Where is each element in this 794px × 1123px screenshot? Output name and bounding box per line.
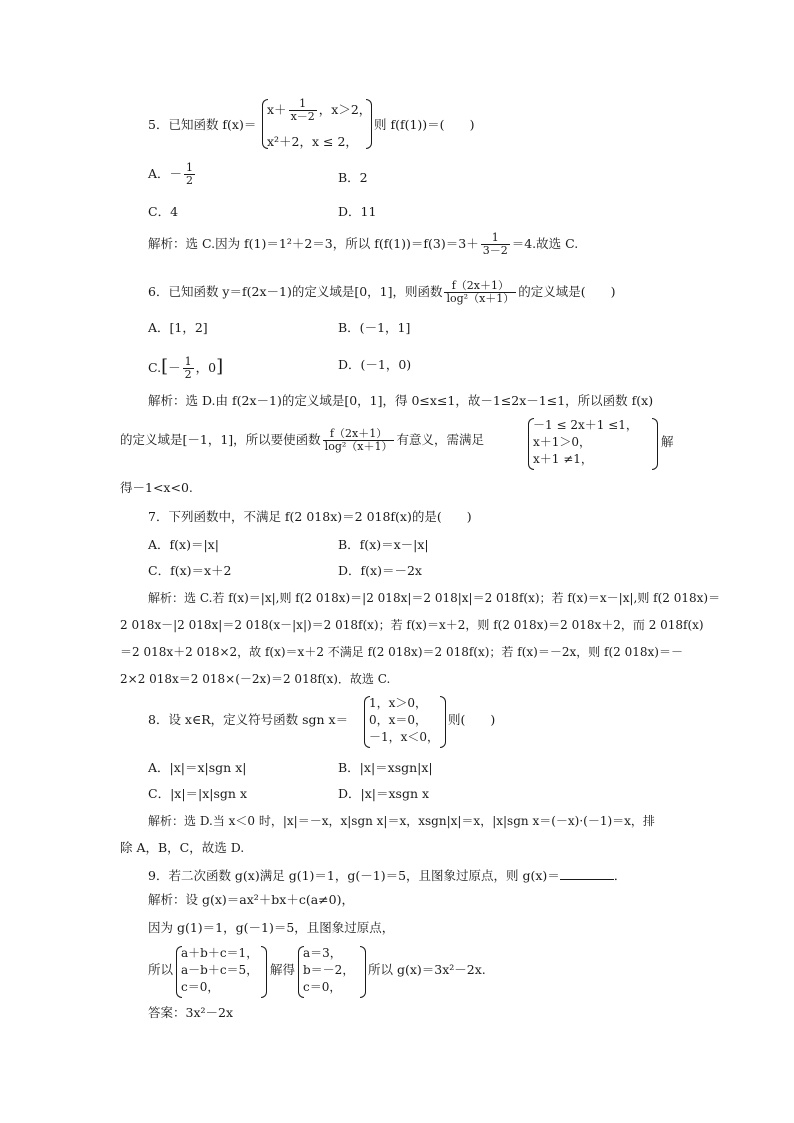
q8-stem-end: 则( ) (448, 712, 496, 727)
q8-case-1: 1，x＞0， (369, 696, 428, 710)
q8-case-2: 0，x＝0， (369, 713, 428, 727)
q9-solution-line-1: 解析：设 g(x)＝ax²＋bx＋c(a≠0)， (148, 892, 354, 907)
q7-option-a: A．f(x)＝|x| (148, 537, 219, 552)
q5-stem-start: 5．已知函数 f(x)＝ (148, 117, 257, 132)
q6-option-d: D．(－1，0) (338, 357, 412, 372)
q9-system-close-1 (261, 946, 267, 998)
q8-stem-start: 8．设 x∈R，定义符号函数 sgn x＝ (148, 712, 349, 727)
q5-option-b: B．2 (338, 170, 368, 185)
q8-option-c: C．|x|＝|x|sgn x (148, 786, 247, 801)
q9-system-1-row-3: c＝0， (181, 980, 220, 994)
q9-solution-conclusion: 所以 g(x)＝3x²－2x. (368, 962, 486, 977)
q6-system-row-3: x＋1 ≠1， (533, 452, 593, 466)
q5-piece-1: x＋ $\frac{1}{x-2}$ ，x＞2， (267, 97, 372, 123)
q9-answer-blank (560, 867, 614, 880)
q9-solution-so: 所以 (148, 962, 174, 977)
q6-option-b: B．(－1，1] (338, 320, 411, 335)
q5-stem-end: 则 f(f(1))＝( ) (374, 117, 475, 132)
q7-solution-line-1: 解析：选 C.若 f(x)＝|x|,则 f(2 018x)＝|2 018x|＝2 018|x|＝2 018f(x)；若 f(x)＝x－|x|,则 f(2 018x)＝ (148, 591, 721, 605)
q7-option-d: D．f(x)＝－2x (338, 563, 422, 578)
q5-option-c: C．4 (148, 204, 179, 219)
q7-option-c: C．f(x)＝x＋2 (148, 563, 232, 578)
q9-stem: 9．若二次函数 g(x)满足 g(1)＝1，g(－1)＝5，且图象过原点，则 g(x)＝ ． (148, 868, 627, 883)
q9-system-close-2 (360, 946, 366, 998)
q6-system-row-1: －1 ≤ 2x＋1 ≤1， (533, 418, 638, 432)
q5-solution: 解析：选 C.因为 f(1)＝1²＋2＝3，所以 f(f(1))＝f(3)＝3＋ $\frac{1}{3-2}$ ＝4.故选 C. (148, 231, 579, 257)
q6-system-row-2: x＋1＞0， (533, 435, 592, 449)
q6-stem: 6．已知函数 y＝f(2x－1)的定义域是[0，1]，则函数 $\frac{f(2x+1)}{\text{log²（x＋1）}}$ 的定义域是( ) (148, 279, 616, 305)
q9-system-1-row-2: a－b＋c＝5， (181, 963, 259, 977)
q5-piecewise-close (366, 99, 372, 149)
q6-solution-line-2: 的定义域是[－1，1]，所以要使函数 $\frac{f(2x+1)}{\text{log²（x＋1）}}$ 有意义，需满足 (120, 427, 484, 453)
q8-option-b: B．|x|＝xsgn|x| (338, 760, 433, 775)
q6-solution-line-2-end: 解 (661, 434, 674, 449)
q6-system-close (652, 418, 658, 470)
q6-option-c: C.[－ $\frac{1}{2}$ ，0] (148, 355, 224, 381)
q9-result-row-2: b＝－2， (303, 963, 355, 977)
q8-solution-line-1: 解析：选 D.当 x＜0 时，|x|＝－x，x|sgn x|＝x，xsgn|x|＝x，|x|sgn x＝(－x)·(－1)＝x，排 (148, 814, 655, 828)
q6-solution-line-3: 得－1<x<0. (120, 480, 193, 495)
q9-solution-solve: 解得 (270, 962, 296, 977)
q8-case-3: －1，x＜0， (369, 730, 440, 744)
q9-result-row-1: a＝3， (303, 946, 342, 960)
q5-option-a: A．－ $\frac{1}{2}$ (148, 161, 194, 187)
q7-solution-line-3: ＝2 018x＋2 018×2，故 f(x)＝x＋2 不满足 f(2 018x)＝2 018f(x)；若 f(x)＝－2x，则 f(2 018x)＝－ (120, 645, 683, 659)
q9-result-row-3: c＝0， (303, 980, 342, 994)
q7-solution-line-2: 2 018x－|2 018x|＝2 018(x－|x|)＝2 018f(x)；若 f(x)＝x＋2，则 f(2 018x)＝2 018x＋2，而 2 018f(x) (120, 618, 704, 632)
q8-piecewise-close (440, 696, 446, 748)
q8-solution-line-2: 除 A，B，C，故选 D. (120, 840, 245, 855)
q9-system-1-row-1: a＋b＋c＝1， (181, 946, 259, 960)
q7-solution-line-4: 2×2 018x＝2 018×(－2x)＝2 018f(x)．故选 C. (120, 672, 391, 686)
q5-option-d: D．11 (338, 204, 377, 219)
q9-answer: 答案：3x²－2x (148, 1005, 234, 1020)
q7-stem: 7．下列函数中，不满足 f(2 018x)＝2 018f(x)的是( ) (148, 509, 472, 524)
q5-piece-2: x²＋2，x ≤ 2， (267, 134, 358, 149)
q8-option-a: A．|x|＝x|sgn x| (148, 760, 247, 775)
q9-solution-line-2: 因为 g(1)＝1，g(－1)＝5，且图象过原点， (148, 920, 395, 935)
q6-option-a: A．[1，2] (148, 320, 208, 335)
q8-option-d: D．|x|＝xsgn x (338, 786, 430, 801)
q7-option-b: B．f(x)＝x－|x| (338, 537, 429, 552)
q6-solution-line-1: 解析：选 D.由 f(2x－1)的定义域是[0，1]，得 0≤x≤1，故－1≤2x－1≤1，所以函数 f(x) (148, 393, 654, 408)
